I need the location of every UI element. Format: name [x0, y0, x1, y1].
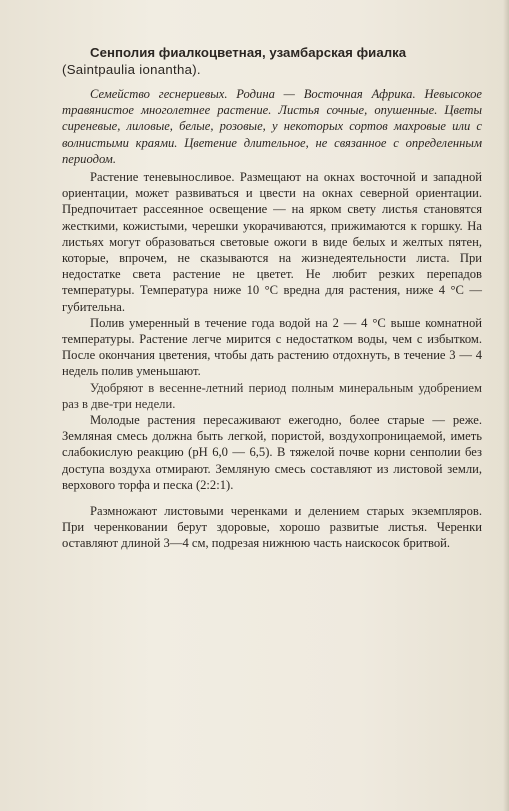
paragraph-light: Растение теневыносливое. Размещают на окнах восточной и западной ориентации, может развиваться и цвести на окнах северной ориентации. Предпочитает рассеянное освещение — на ярком свету листья становятся жесткими, кожистыми, черешки укорачиваются, прижимаются к горшку. На листьях могут образоваться световые ожоги в виде белых и желтых пятен, которые, впрочем, не сказываются на жизнедеятельности листа. При недостатке света растение не цветет. Не любит резких перепадов температуры. Температура ниже 10 °С вредна для растения, ниже 4 °С — губительна. — [62, 170, 482, 314]
latin-name: (Saintpaulia ionantha). — [62, 62, 201, 77]
paragraph-propagation: Размножают листовыми черенками и делением старых экземпляров. При черенковании берут здоровые, хорошо развитые листья. Черенки оставляют длиной 3—4 см, подрезая нижнюю часть наискосок бритвой. — [62, 504, 482, 551]
page-title: Сенполия фиалкоцветная, узамбарская фиалка — [90, 45, 407, 60]
paragraph-transplanting: Молодые растения пересаживают ежегодно, более старые — реже. Земляная смесь должна быть легкой, пористой, воздухопроницаемой, иметь слабокислую реакцию (рН 6,0 — 6,5). В тяжелой почве корни сенполии без доступа воздуха отмирают. Земляную смесь составляют из листовой земли, верхового торфа и песка (2:2:1). — [62, 413, 482, 492]
paragraph-fertilizing: Удобряют в весенне-летний период полным минеральным удобрением раз в две-три недели. — [62, 380, 482, 411]
document-body — [62, 44, 482, 552]
page-edge-shadow — [503, 0, 509, 811]
paragraph-watering: Полив умеренный в течение года водой на 2 — 4 °С выше комнатной температуры. Растение легче мирится с недостатком воды, чем с избытком. После окончания цветения, чтобы дать растению отдохнуть, в течение 3 — 4 недель полив уменьшают. — [62, 315, 482, 379]
intro-paragraph: Семейство геснериевых. Родина — Восточная Африка. Невысокое травянистое многолетнее растение. Листья сочные, опушенные. Цветы сиреневые, лиловые, белые, розовые, у некоторых сортов махровые или с волнистыми краями. Цветение длительное, не связанное с определенным периодом. — [62, 87, 482, 166]
